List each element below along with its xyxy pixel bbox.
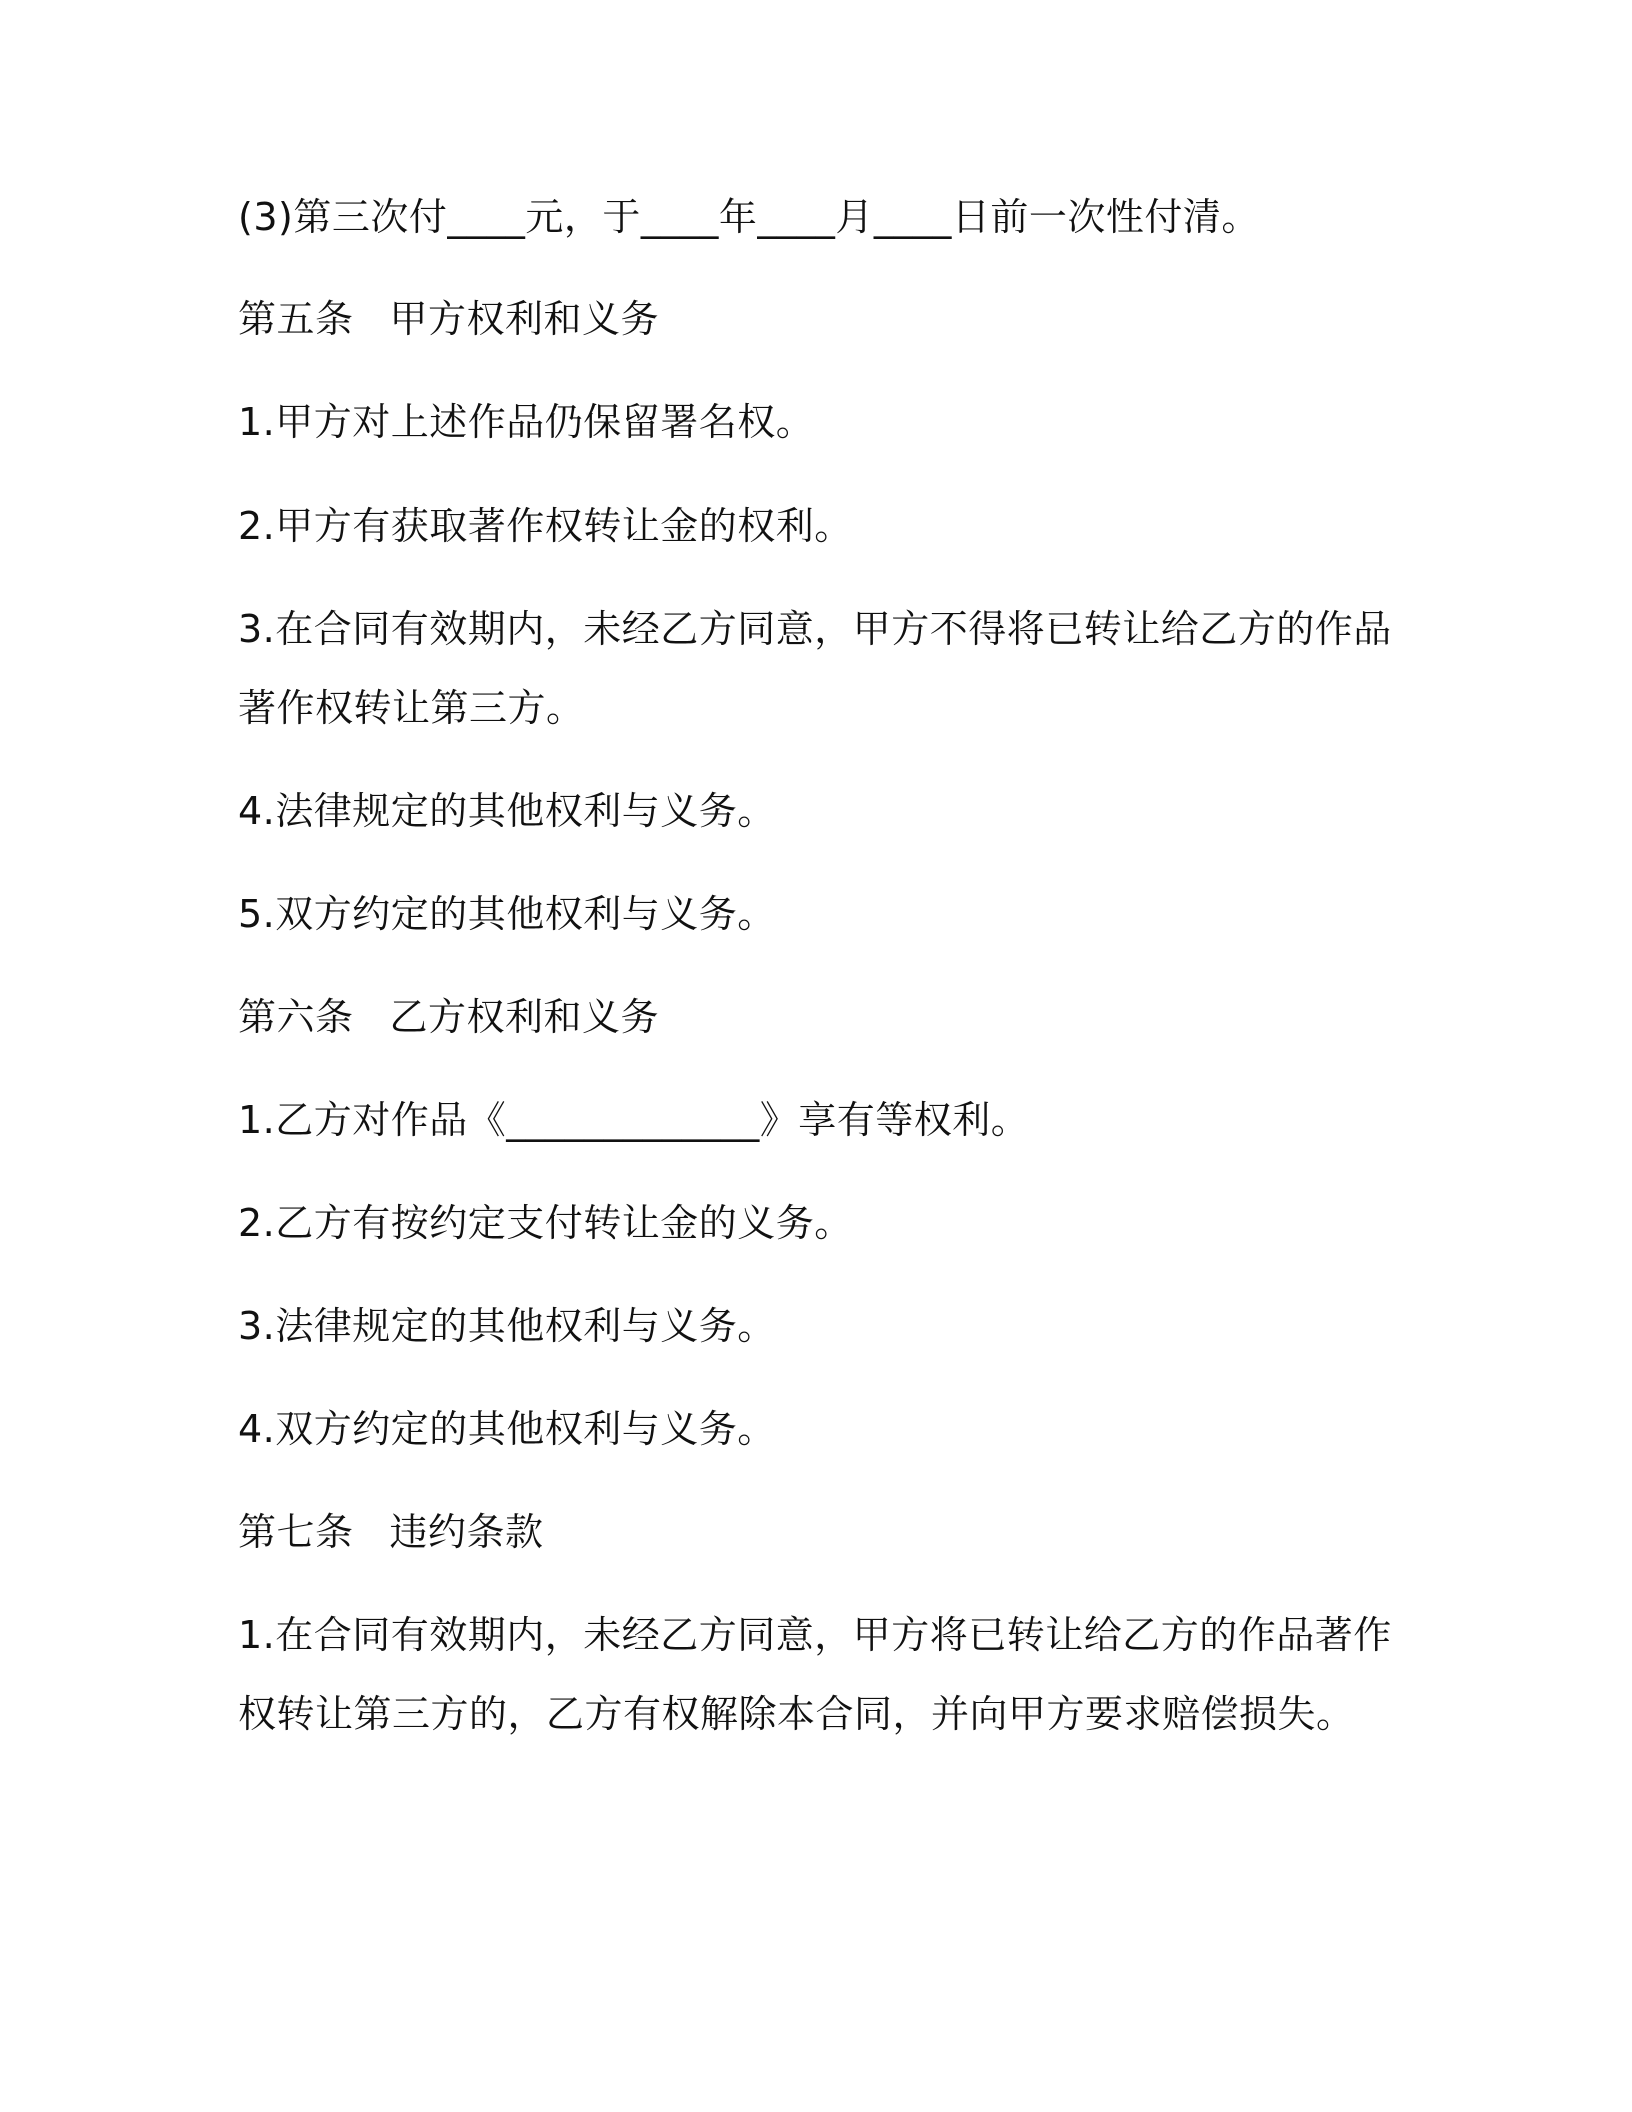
article-5-item-2: 2.甲方有获取著作权转让金的权利。: [238, 504, 853, 548]
article-6-item-3: 3.法律规定的其他权利与义务。: [238, 1304, 776, 1348]
article-5-item-3-line-2: 著作权转让第三方。: [238, 686, 585, 730]
article-7-item-1-line-1: 1.在合同有效期内，未经乙方同意，甲方将已转让给乙方的作品著作: [238, 1613, 1392, 1657]
article-6-title: 乙方权利和义务: [389, 995, 660, 1039]
article-6-item-4: 4.双方约定的其他权利与义务。: [238, 1407, 776, 1451]
article-7-number: 第七条: [238, 1510, 354, 1554]
article-5-heading: [238, 295, 659, 343]
article-5-item-1: 1.甲方对上述作品仍保留署名权。: [238, 400, 815, 444]
payment-third-installment: (3)第三次付____元，于____年____月____日前一次性付清。: [238, 195, 1260, 239]
article-7-title: 违约条款: [389, 1510, 544, 1554]
article-7-heading: [238, 1508, 544, 1556]
article-5-number: 第五条: [238, 297, 354, 341]
article-5-item-5: 5.双方约定的其他权利与义务。: [238, 892, 776, 936]
article-7-item-1-line-2: 权转让第三方的，乙方有权解除本合同，并向甲方要求赔偿损失。: [238, 1692, 1355, 1736]
article-6-item-2: 2.乙方有按约定支付转让金的义务。: [238, 1201, 853, 1245]
article-6-item-1: 1.乙方对作品《_____________》享有等权利。: [238, 1098, 1030, 1142]
article-6-heading: [238, 993, 659, 1041]
article-5-title: 甲方权利和义务: [389, 297, 660, 341]
article-5-item-4: 4.法律规定的其他权利与义务。: [238, 789, 776, 833]
article-5-item-3-line-1: 3.在合同有效期内，未经乙方同意，甲方不得将已转让给乙方的作品: [238, 607, 1392, 651]
article-6-number: 第六条: [238, 995, 354, 1039]
